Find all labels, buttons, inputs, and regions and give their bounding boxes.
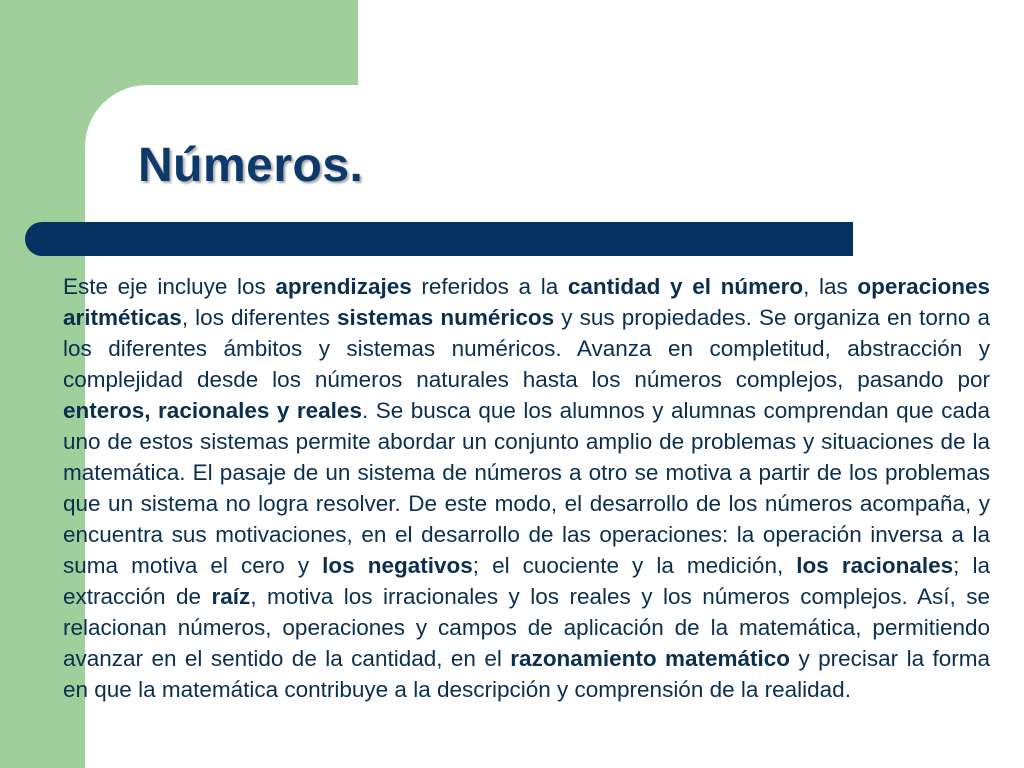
body-paragraph: [63, 271, 990, 705]
text-run: Este eje incluye los: [63, 274, 276, 299]
bold-phrase: enteros, racionales y reales: [63, 398, 362, 423]
bold-phrase: aprendizajes: [275, 274, 412, 299]
text-run: . Se busca que los alumnos y alumnas comprendan que cada uno de estos sistemas permite abordar un conjunto amplio de problemas y situaciones de la matemática. El pasaje de un sistema de números a otro se motiva a partir de los problemas que un sistema no logra resolver. De este modo, el desarrollo de los números acompaña, y encuentra sus motivaciones, en el desarrollo de las operaciones: la operación inversa a la suma motiva el cero y: [63, 398, 990, 578]
text-run: y precisar la forma en que la matemática contribuye a la descripción y comprensión de la realidad.: [63, 646, 991, 702]
text-run: y sus propiedades. Se organiza en torno a los diferentes ámbitos y sistemas numéricos. Avanza en completitud, abstracción y complejidad desde los números naturales hasta los números complejos, pasando por: [63, 305, 991, 392]
text-run: , los diferentes: [181, 305, 337, 330]
text-run: , las: [803, 274, 858, 299]
text-run: ; la extracción de: [63, 553, 990, 609]
slide-title: Números.: [138, 139, 364, 192]
bold-phrase: cantidad y el número: [567, 274, 804, 299]
bold-phrase: los racionales: [796, 553, 954, 578]
bold-phrase: los negativos: [322, 553, 473, 578]
bold-phrase: razonamiento matemático: [510, 646, 791, 671]
bold-phrase: raíz: [211, 584, 251, 609]
bold-phrase: operaciones aritméticas: [63, 274, 990, 330]
title-underline-bar: [25, 222, 853, 256]
text-run: , motiva los irracionales y los reales y los números complejos. Así, se relacionan números, operaciones y campos de aplicación de la matemática, permitiendo avanzar en el sentido de la cantidad, en el: [63, 584, 990, 671]
bold-phrase: sistemas numéricos: [336, 305, 555, 330]
text-run: ; el cuociente y la medición,: [472, 553, 797, 578]
text-run: referidos a la: [411, 274, 568, 299]
